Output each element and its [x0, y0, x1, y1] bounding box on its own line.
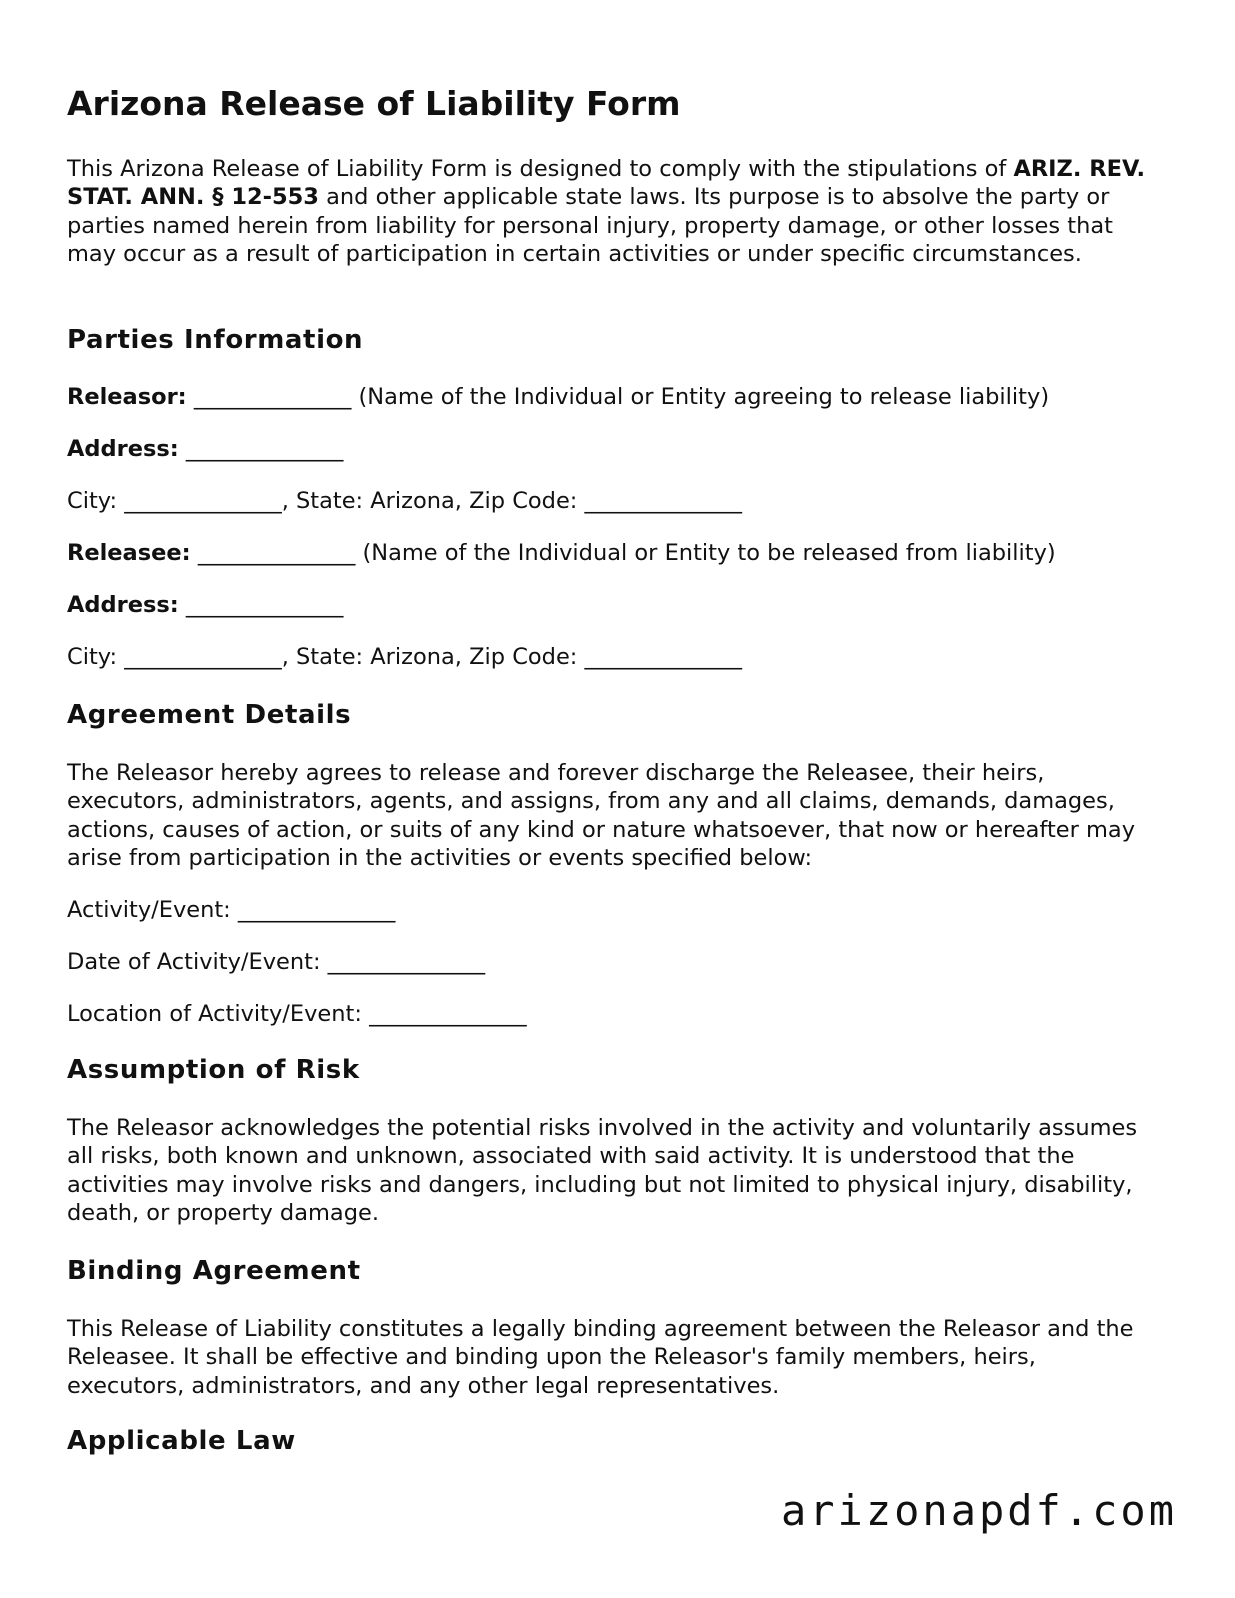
releasee-address-blank[interactable]: ______________ — [185, 592, 344, 618]
section-heading-binding: Binding Agreement — [67, 1256, 361, 1286]
releasee-line — [67, 539, 1056, 567]
section-heading-risk: Assumption of Risk — [67, 1055, 360, 1085]
activity-event-line[interactable]: Activity/Event: ______________ — [67, 897, 396, 923]
agreement-paragraph: The Releasor hereby agrees to release and forever discharge the Releasee, their heirs, executors, administrators, agents, and assigns, from any and all claims, demands, damages, actions, causes of action, or suits of any kind or nature whatsoever, that now or hereafter may arise from participation in the activities or events specified below: — [67, 760, 1136, 871]
releasee-name-blank[interactable]: ______________ — [197, 540, 356, 566]
intro-text-after: and other applicable state laws. Its purpose is to absolve the party or parties named herein from liability for personal injury, property damage, or other losses that may occur as a result of participation in certain activities or under specific circumstances. — [67, 184, 1113, 267]
releasor-city-line[interactable]: City: ______________, State: Arizona, Zip Code: ______________ — [67, 488, 743, 514]
releasee-note: (Name of the Individual or Entity to be released from liability) — [355, 540, 1056, 566]
intro-paragraph — [67, 155, 1157, 268]
releasor-address-line — [67, 435, 343, 463]
releasee-label: Releasee: — [67, 540, 191, 566]
risk-paragraph: The Releasor acknowledges the potential risks involved in the activity and voluntarily assumes all risks, both known and unknown, associated with said activity. It is understood that the activities may involve risks and dangers, including but not limited to physical injury, disability, death, or property damage. — [67, 1115, 1138, 1226]
section-heading-agreement: Agreement Details — [67, 700, 352, 730]
releasee-city-line[interactable]: City: ______________, State: Arizona, Zip Code: ______________ — [67, 644, 743, 670]
activity-location-line[interactable]: Location of Activity/Event: ______________ — [67, 1001, 527, 1027]
releasor-address-blank[interactable]: ______________ — [185, 436, 344, 462]
releasor-note: (Name of the Individual or Entity agreeing to release liability) — [351, 384, 1050, 410]
releasee-address-label: Address: — [67, 592, 179, 618]
releasee-address-line — [67, 591, 343, 619]
statute-citation: ARIZ. REV. STAT. ANN. § 12-553 — [67, 156, 1145, 211]
watermark-site-name: arizonapdf.com — [780, 1486, 1177, 1535]
releasor-name-blank[interactable]: ______________ — [193, 384, 352, 410]
releasor-line — [67, 383, 1049, 411]
releasor-address-label: Address: — [67, 436, 179, 462]
section-heading-law: Applicable Law — [67, 1426, 296, 1456]
activity-date-line[interactable]: Date of Activity/Event: ______________ — [67, 949, 486, 975]
releasor-label: Releasor: — [67, 384, 187, 410]
section-heading-parties: Parties Information — [67, 325, 364, 355]
page-title: Arizona Release of Liability Form — [67, 84, 681, 123]
binding-paragraph: This Release of Liability constitutes a legally binding agreement between the Releasor and the Releasee. It shall be effective and binding upon the Releasor's family members, heirs, executors, administrators, and any other legal representatives. — [67, 1316, 1134, 1399]
intro-text-before: This Arizona Release of Liability Form is designed to comply with the stipulations of — [67, 156, 1014, 182]
